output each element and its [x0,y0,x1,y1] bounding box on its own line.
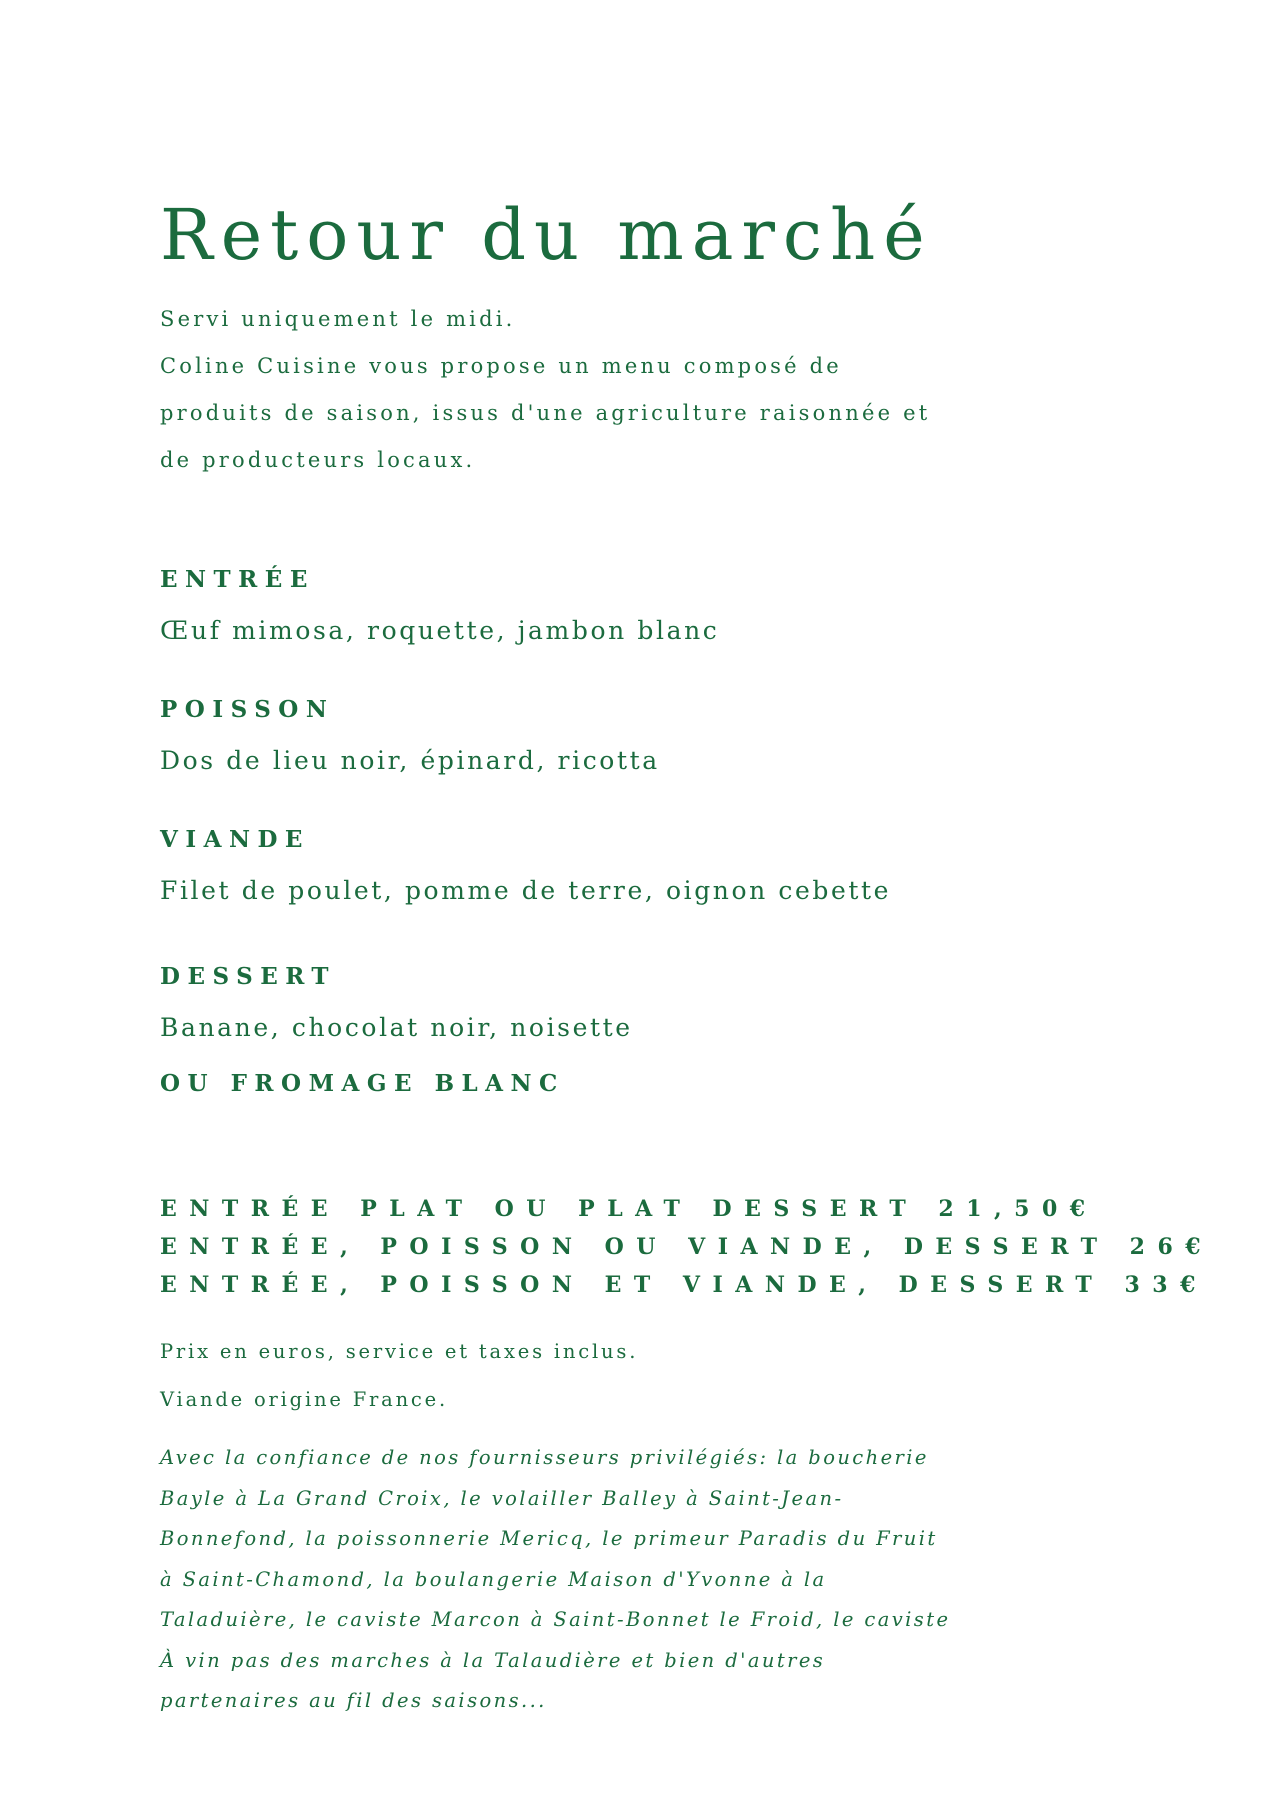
price-note: Prix en euros, service et taxes inclus. [160,1340,639,1363]
course-dish-entree: Œuf mimosa, roquette, jambon blanc [160,616,720,645]
supplier-line: À vin pas des marches à la Talaudière et bien d'autres [160,1648,826,1672]
dessert-alternative: OU FROMAGE BLANC [160,1070,565,1097]
intro-line: Coline Cuisine vous propose un menu composé de [160,354,842,378]
course-label-entree: ENTRÉE [160,566,315,593]
course-dish-poisson: Dos de lieu noir, épinard, ricotta [160,746,660,775]
supplier-line: Bonnefond, la poissonnerie Mericq, le primeur Paradis du Fruit [160,1527,938,1550]
price-formula: ENTRÉE, POISSON ET VIANDE, DESSERT 33€ [160,1272,1208,1298]
supplier-line: Avec la confiance de nos fournisseurs privilégiés: la boucherie [160,1446,929,1469]
menu-title: Retour du marché [160,194,933,276]
supplier-line: à Saint-Chamond, la boulangerie Maison d'Yvonne à la [160,1567,827,1591]
intro-line: Servi uniquement le midi. [160,307,516,331]
supplier-line: Bayle à La Grand Croix, le volailler Balley à Saint-Jean- [160,1486,844,1510]
course-dish-dessert: Banane, chocolat noir, noisette [160,1013,633,1042]
course-label-poisson: POISSON [160,696,335,723]
course-dish-viande: Filet de poulet, pomme de terre, oignon cebette [160,876,892,905]
intro-line: produits de saison, issus d'une agriculture raisonnée et [160,401,931,425]
intro-line: de producteurs locaux. [160,448,476,472]
supplier-line: partenaires au fil des saisons... [160,1689,547,1712]
course-label-dessert: DESSERT [160,963,337,990]
origin-note: Viande origine France. [160,1388,448,1411]
suppliers-text [160,1438,960,1722]
supplier-line: Taladuière, le caviste Marcon à Saint-Bonnet le Froid, le caviste [160,1608,951,1631]
menu-intro [160,296,980,484]
course-label-viande: VIANDE [160,826,310,853]
price-formula: ENTRÉE, POISSON OU VIANDE, DESSERT 26€ [160,1234,1214,1260]
price-formula: ENTRÉE PLAT OU PLAT DESSERT 21,50€ [160,1196,1098,1222]
